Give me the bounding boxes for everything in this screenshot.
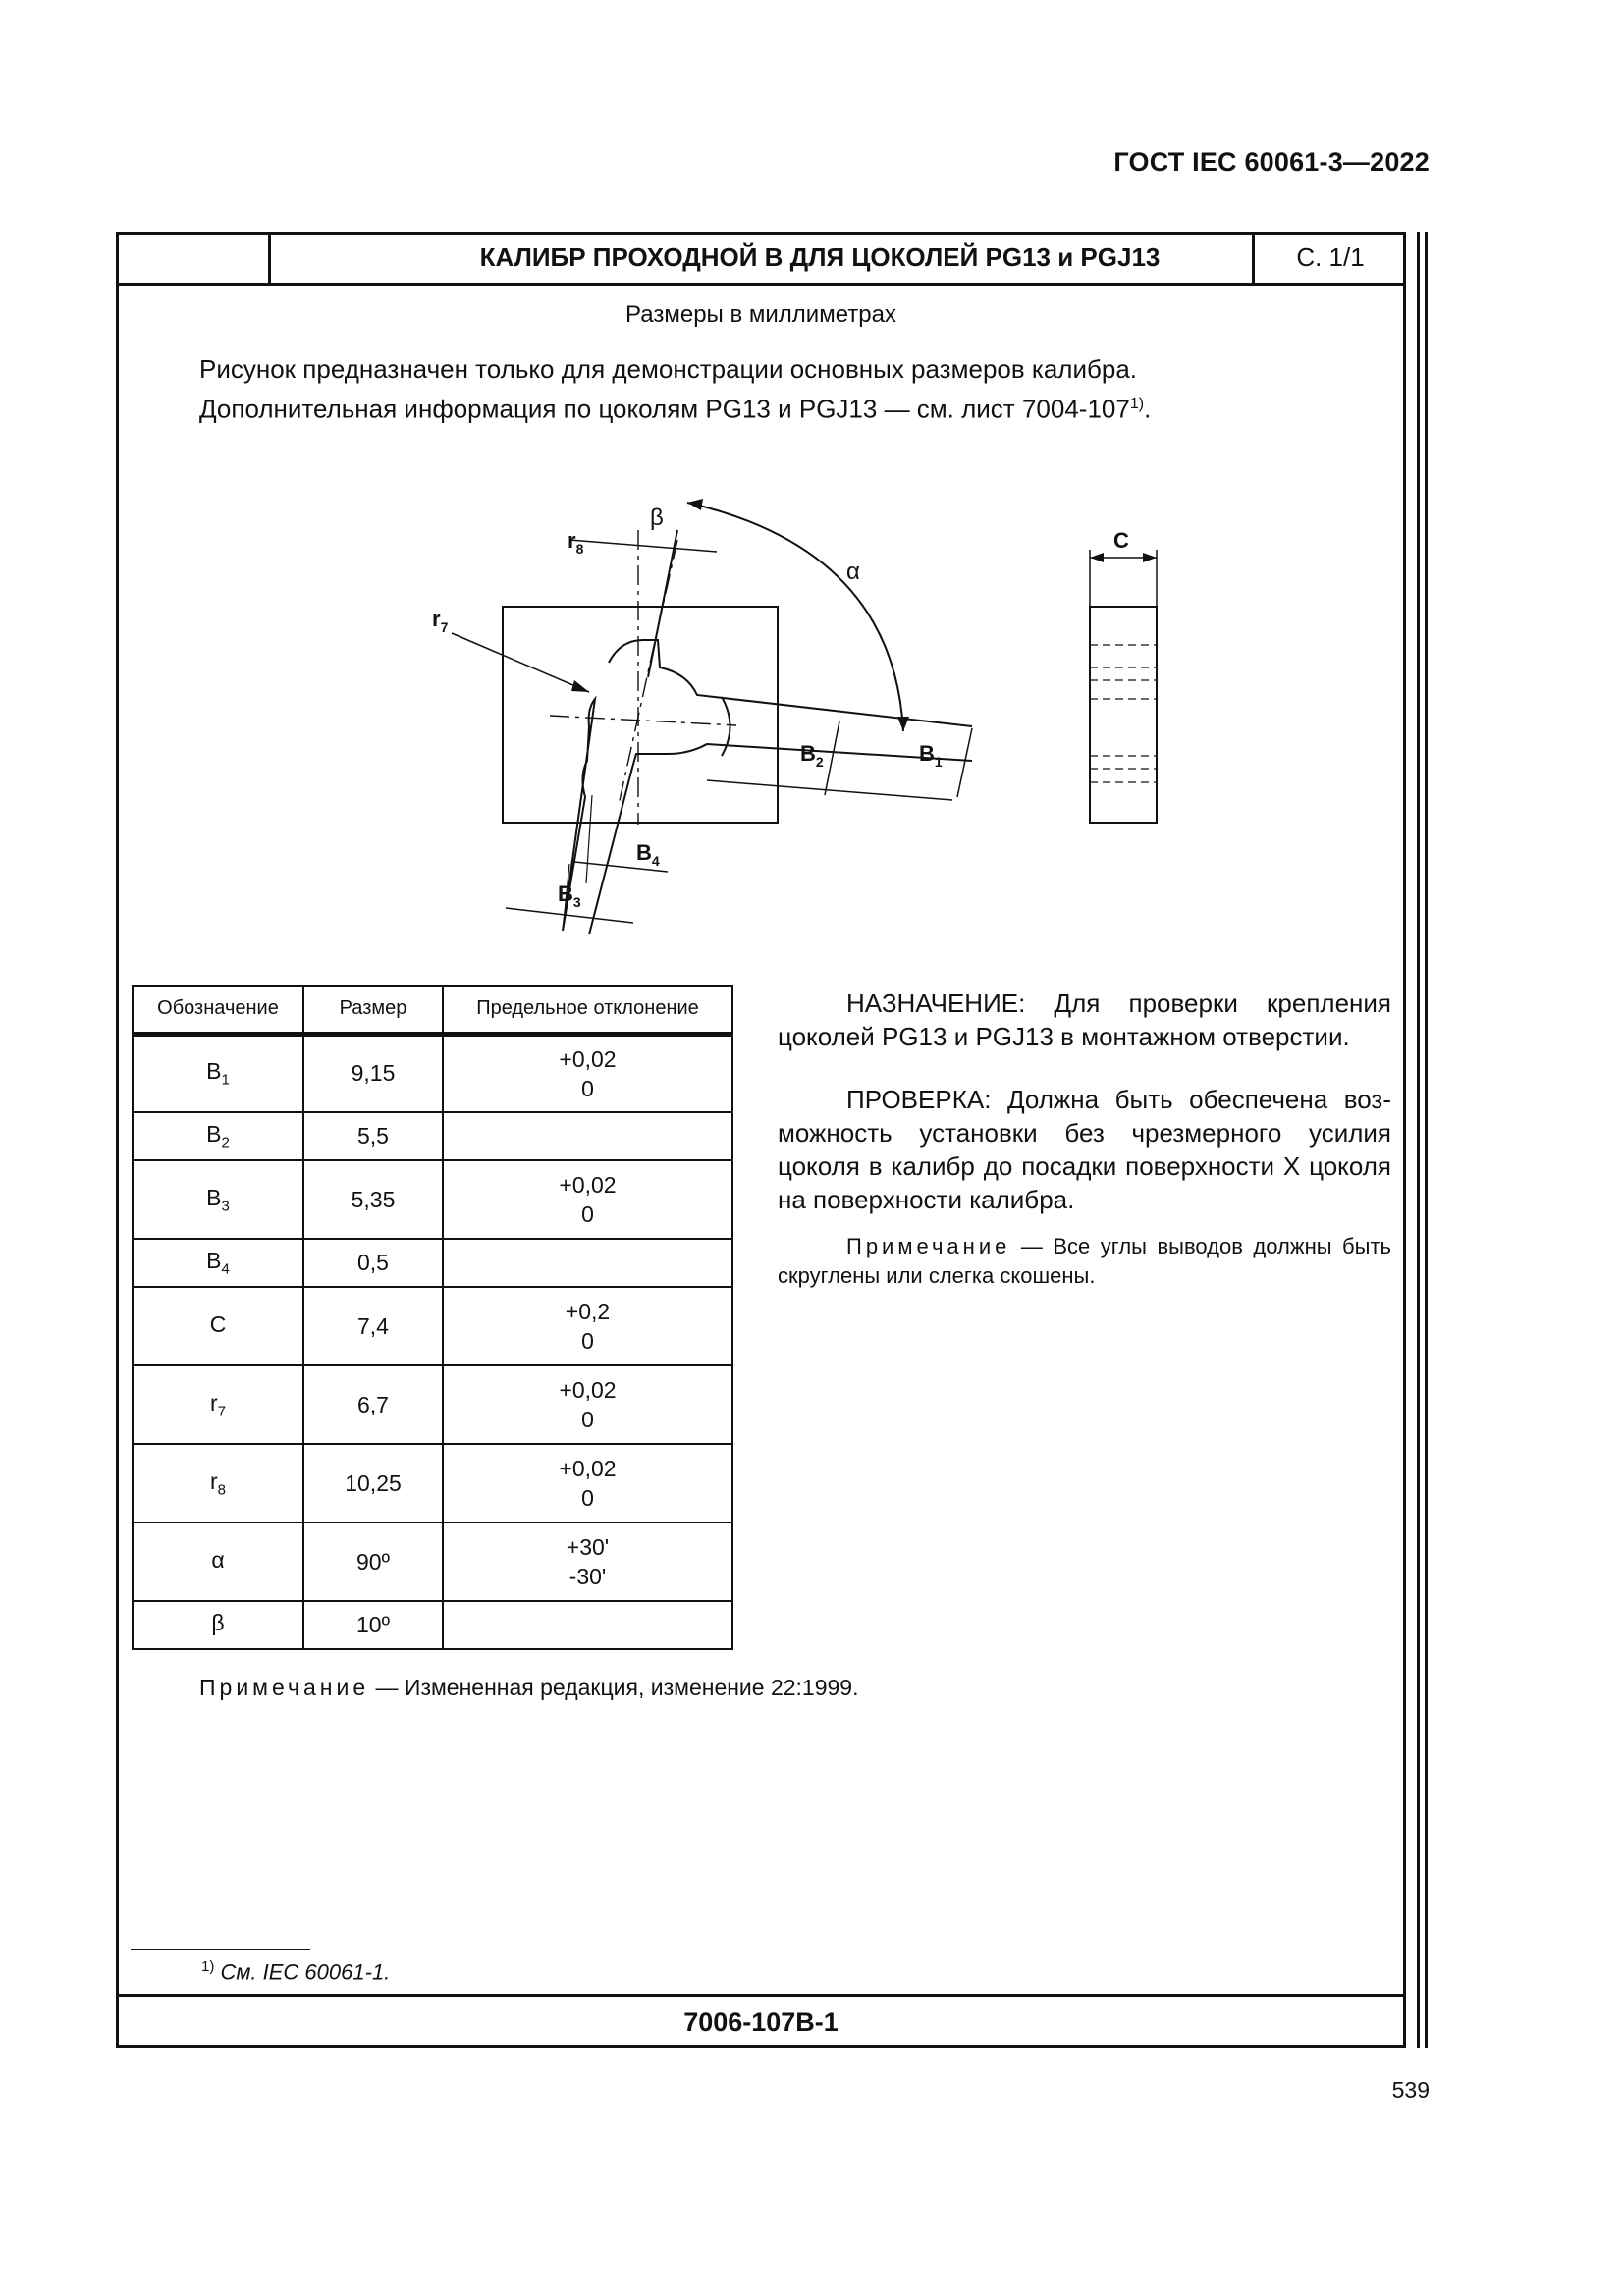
page-number: 539 (1391, 2077, 1430, 2103)
cell-symbol: $B_2$ (133, 1112, 303, 1160)
b2-dimension (825, 721, 839, 795)
table-row (133, 1444, 732, 1522)
purpose-block (778, 987, 1391, 1216)
cell-tolerance (443, 1239, 732, 1287)
r8-label: $r_8$ (568, 528, 584, 557)
b1-dimension (957, 728, 972, 797)
sheet-page-number: С. 1/1 (1252, 232, 1406, 283)
cell-symbol: α (133, 1522, 303, 1601)
check-text: ПРОВЕРКА: Должна быть обеспечена воз-можность установки без чрезмерного усилия цоколя в калибр до посадки поверхности X цоколя на поверхности калибра. (778, 1085, 1391, 1214)
b1-label: $B_1$ (919, 741, 943, 770)
sheet-code: 7006-107B-1 (683, 2007, 839, 2037)
cell-tolerance: +0,02 0 (443, 1444, 732, 1522)
b4-label: $B_4$ (636, 840, 660, 869)
cell-symbol: $B_4$ (133, 1239, 303, 1287)
gauge-drawing (422, 491, 1188, 942)
cell-symbol: $r_8$ (133, 1444, 303, 1522)
standard-code: ГОСТ IEC 60061-3—2022 (1113, 147, 1430, 177)
cell-tolerance (443, 1601, 732, 1649)
shoulder-arc (722, 697, 730, 756)
hidden-lines (1090, 645, 1157, 782)
side-view (1090, 607, 1157, 823)
table-row (133, 1601, 732, 1649)
header-blank-cell (116, 232, 271, 283)
table-header-row (133, 986, 732, 1034)
col-header-tolerance: Предельное отклонение (443, 986, 732, 1034)
frame-double-line (1417, 232, 1420, 2048)
purpose-text: НАЗНАЧЕНИЕ: Для проверки крепления цоколей PG13 и PGJ13 в монтажном отверстии. (778, 988, 1391, 1051)
slot-outline (563, 640, 972, 934)
intro-text (199, 351, 1151, 427)
footnote-rule (131, 1949, 310, 1950)
b2-label: $B_2$ (800, 741, 824, 770)
note-edition: Примечание — Измененная редакция, изменение 22:1999. (199, 1675, 859, 1700)
cell-tolerance (443, 1112, 732, 1160)
dimensions-table (132, 985, 733, 1650)
table-row (133, 1034, 732, 1112)
cell-tolerance: +0,2 0 (443, 1287, 732, 1365)
cell-size: 6,7 (303, 1365, 443, 1444)
frame-double-line (1425, 232, 1428, 2048)
sheet-footer-row (116, 1994, 1406, 2048)
table-row (133, 1239, 732, 1287)
beta-line (648, 530, 677, 677)
b3-dimension (506, 908, 633, 923)
r7-label: $r_7$ (432, 607, 449, 635)
cell-symbol: $B_1$ (133, 1034, 303, 1112)
r7-leader (452, 633, 589, 692)
cell-tolerance: +30' -30' (443, 1522, 732, 1601)
footnote-ref: 1) (1129, 396, 1145, 412)
cell-size: 90º (303, 1522, 443, 1601)
r8-leader (569, 540, 717, 552)
table-row (133, 1522, 732, 1601)
cell-symbol: $B_3$ (133, 1160, 303, 1239)
cell-tolerance: +0,02 0 (443, 1365, 732, 1444)
col-header-size: Размер (303, 986, 443, 1034)
cell-tolerance: +0,02 0 (443, 1160, 732, 1239)
footnote: $^{1)}$ См. IEC 60061-1. (201, 1958, 391, 1985)
beta-label: β (650, 505, 664, 531)
cell-size: 10,25 (303, 1444, 443, 1522)
cell-tolerance: +0,02 0 (443, 1034, 732, 1112)
note-label: Примечание (199, 1675, 370, 1700)
sheet-title: КАЛИБР ПРОХОДНОЙ В ДЛЯ ЦОКОЛЕЙ PG13 и PGJ13 (479, 242, 1161, 272)
alpha-label: α (846, 559, 860, 585)
c-label: C (1113, 528, 1129, 553)
cell-size: 5,35 (303, 1160, 443, 1239)
cell-symbol: $r_7$ (133, 1365, 303, 1444)
b3-label: $B_3$ (558, 881, 581, 910)
cell-size: 5,5 (303, 1112, 443, 1160)
table-row (133, 1160, 732, 1239)
table-row (133, 1365, 732, 1444)
cell-symbol: C (133, 1287, 303, 1365)
note-corners: Примечание — Все углы выводов должны быть скруглены или слегка скошены. (778, 1234, 1391, 1288)
cell-size: 7,4 (303, 1287, 443, 1365)
sheet-header-row (116, 232, 1406, 286)
gauge-body (503, 607, 778, 823)
intro-line-1: Рисунок предназначен только для демонстрации основных размеров калибра. (199, 354, 1138, 384)
intro-line-2: Дополнительная информация по цоколям PG13 и PGJ13 — см. лист 7004-107$^{1)}$. (199, 394, 1152, 424)
col-header-symbol: Обозначение (133, 986, 303, 1034)
cell-size: 10º (303, 1601, 443, 1649)
cell-size: 9,15 (303, 1034, 443, 1112)
units-note: Размеры в миллиметрах (625, 301, 896, 328)
cell-size: 0,5 (303, 1239, 443, 1287)
table-row (133, 1112, 732, 1160)
table-row (133, 1287, 732, 1365)
cell-symbol: β (133, 1601, 303, 1649)
note-label: Примечание (846, 1234, 1011, 1258)
